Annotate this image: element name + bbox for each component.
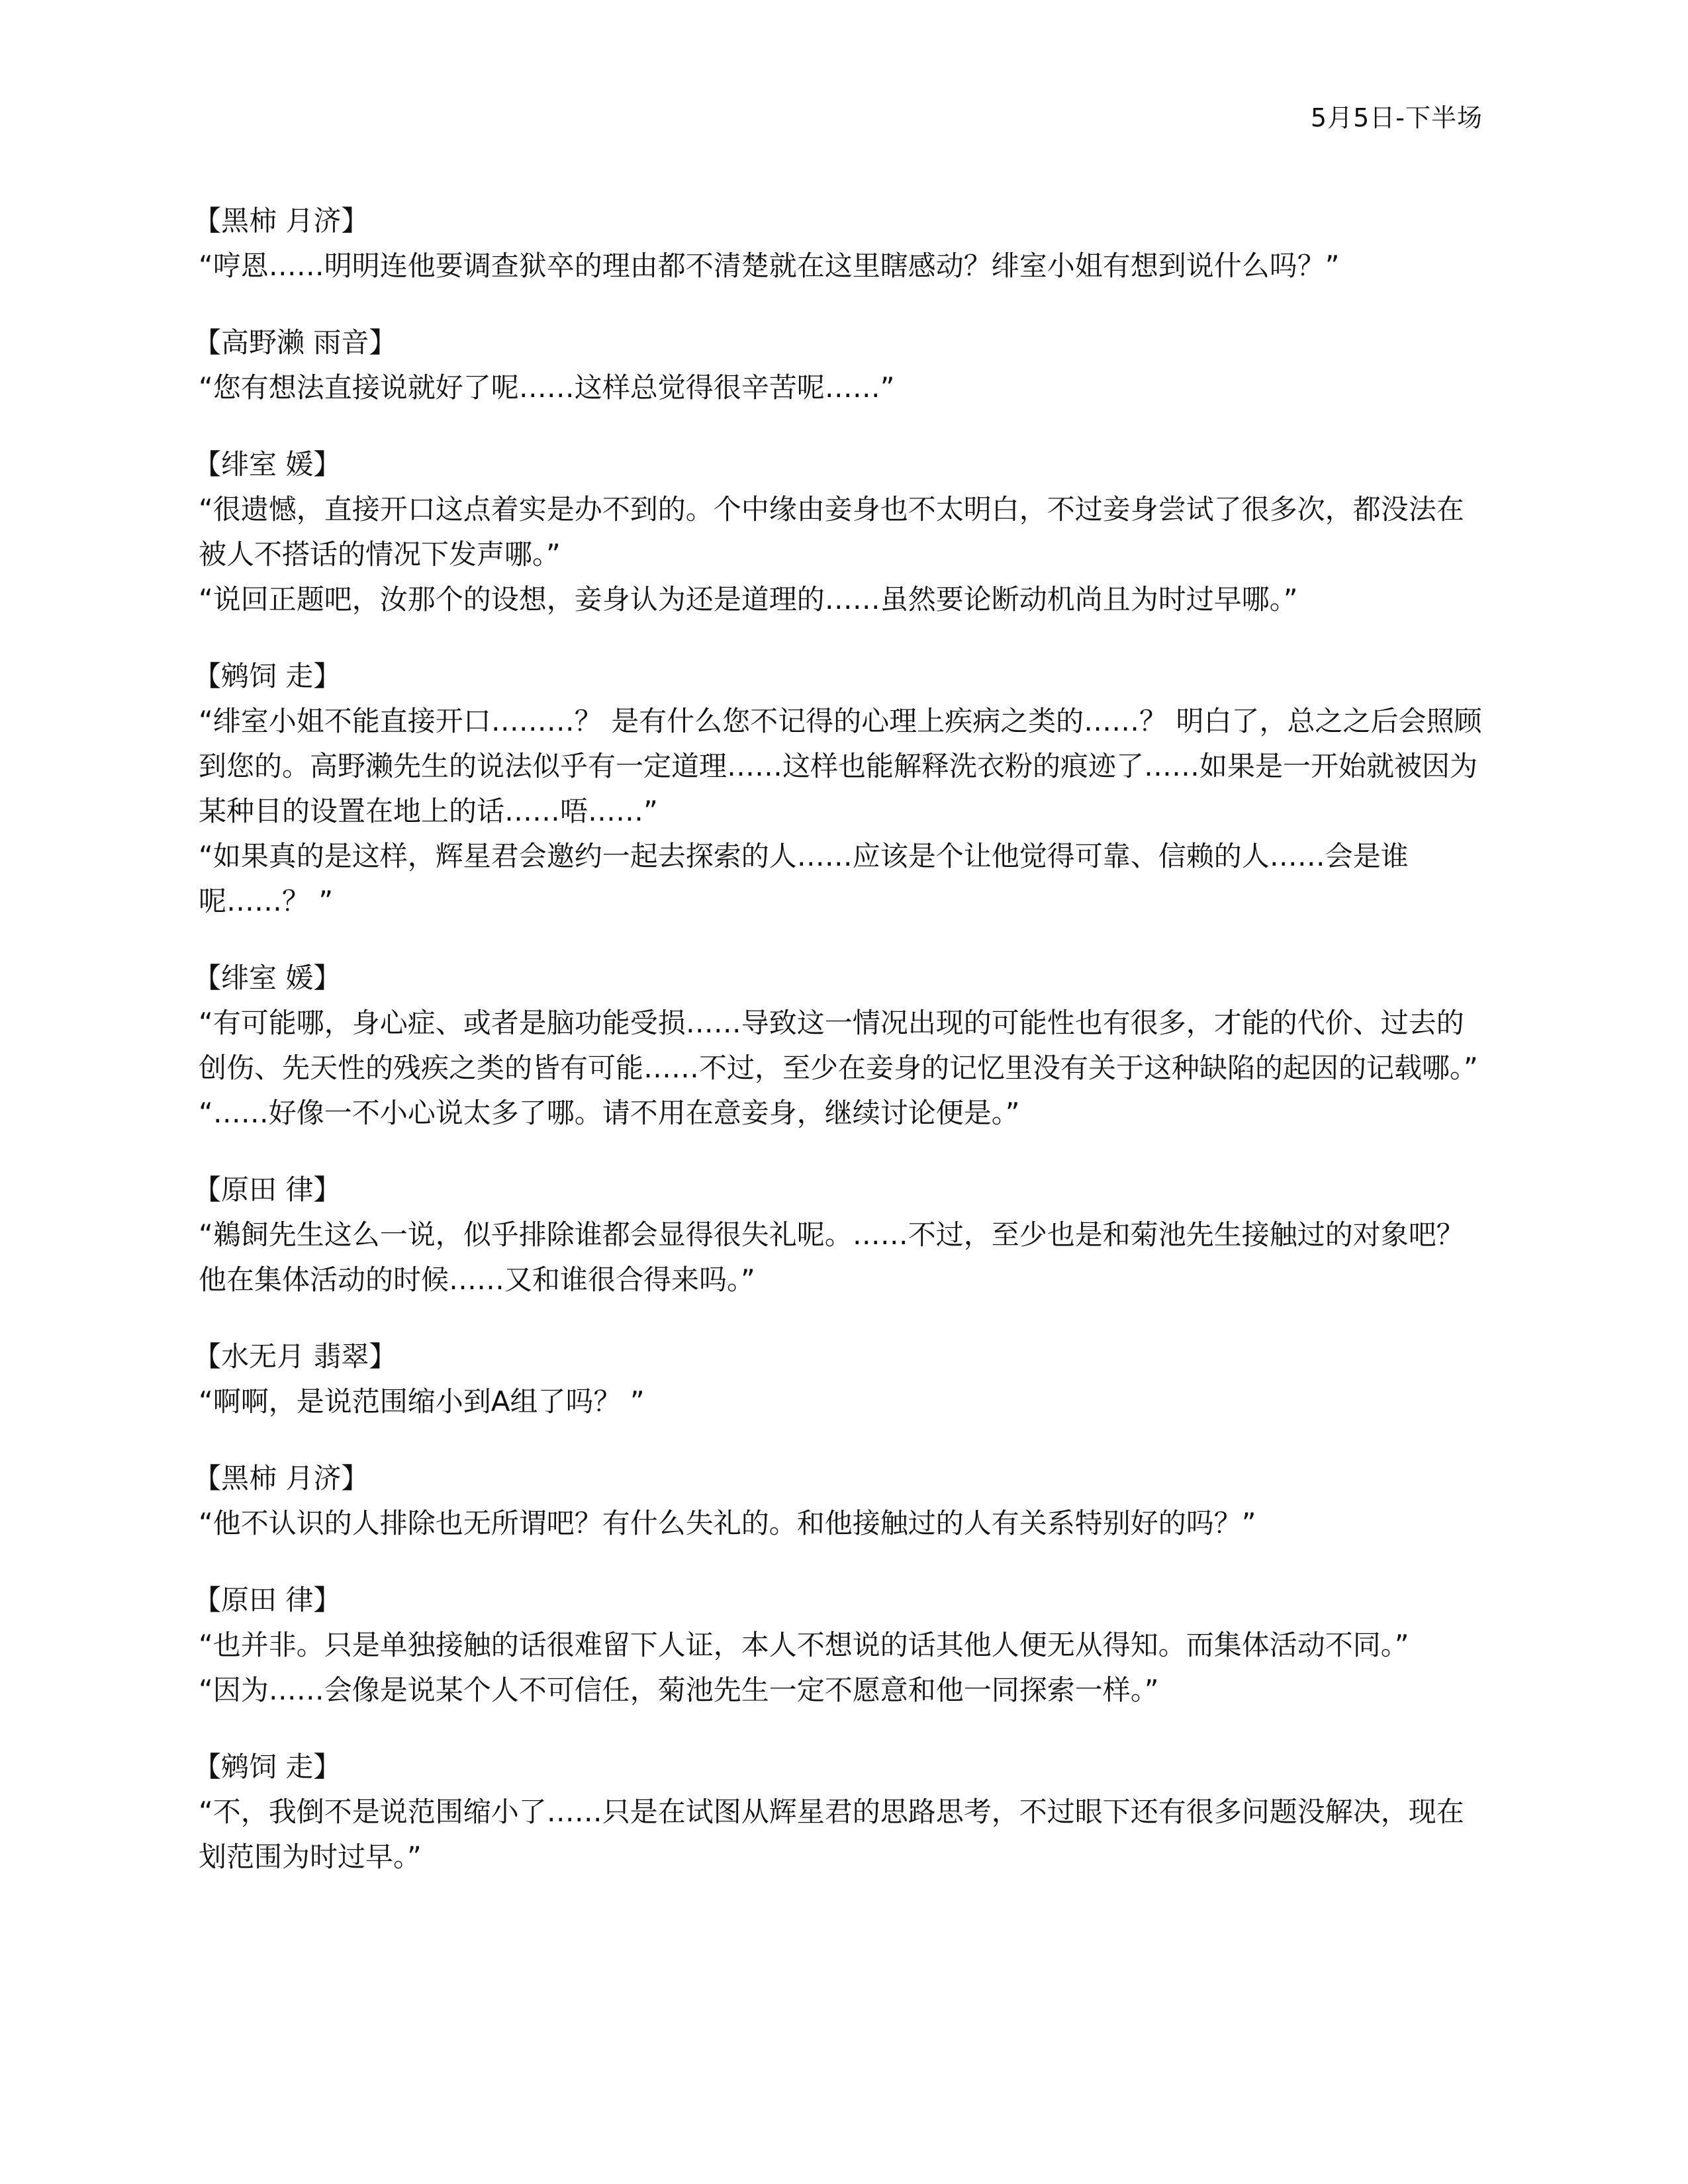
dialogue-line: “很遗憾，直接开口这点着实是办不到的。个中缘由妾身也不太明白，不过妾身尝试了很多次，都没法在被人不搭话的情况下发声哪。” xyxy=(199,493,1464,570)
speaker-name: 【鹓饲 走】 xyxy=(193,1751,342,1783)
dialogue-entry xyxy=(193,199,1483,289)
dialogue-entry xyxy=(193,1745,1483,1880)
dialogue-entry xyxy=(193,442,1483,622)
dialogue-line: “他不认识的人排除也无所谓吧？有什么失礼的。和他接触过的人有关系特别好的吗？” xyxy=(199,1507,1256,1539)
dialogue-line: “因为……会像是说某个人不可信任，菊池先生一定不愿意和他一同探索一样。” xyxy=(199,1674,1159,1706)
dialogue-entry xyxy=(193,1578,1483,1713)
speaker-name: 【黑柿 月济】 xyxy=(193,205,369,237)
speaker-name: 【鹓饲 走】 xyxy=(193,660,342,692)
dialogue-entry xyxy=(193,320,1483,410)
speaker-name: 【原田 律】 xyxy=(193,1584,342,1616)
dialogue-line: “绯室小姐不能直接开口………？ 是有什么您不记得的心理上疾病之类的……？ 明白了，总之之后会照顾到您的。高野濑先生的说法似乎有一定道理……这样也能解释洗衣粉的痕迹了……如果是一开始就被因为某种目的设置在地上的话……唔……” xyxy=(199,705,1482,827)
session-label: 5月5日-下半场 xyxy=(1310,103,1483,132)
dialogue-line: “有可能哪，身心症、或者是脑功能受损……导致这一情况出现的可能性也有很多，才能的代价、过去的创伤、先天性的残疾之类的皆有可能……不过，至少在妾身的记忆里没有关于这种缺陷的起因的记载哪。” xyxy=(199,1007,1478,1084)
dialogue-entry xyxy=(193,1167,1483,1302)
dialogue-line: “哼恩……明明连他要调查狱卒的理由都不清楚就在这里瞎感动？绯室小姐有想到说什么吗？” xyxy=(199,250,1340,282)
speaker-name: 【绯室 媛】 xyxy=(193,962,342,994)
dialogue-line: “如果真的是这样，辉星君会邀约一起去探索的人……应该是个让他觉得可靠、信赖的人……会是谁呢……？ ” xyxy=(199,840,1409,917)
dialogue-entry xyxy=(193,956,1483,1136)
dialogue-line: “鵜飼先生这么一说，似乎排除谁都会显得很失礼呢。……不过，至少也是和菊池先生接触过的对象吧？他在集体活动的时候……又和谁很合得来吗。” xyxy=(199,1218,1464,1296)
dialogue-entry xyxy=(193,1456,1483,1546)
speaker-name: 【水无月 翡翠】 xyxy=(193,1340,397,1373)
speaker-name: 【原田 律】 xyxy=(193,1173,342,1206)
dialogue-entry xyxy=(193,1334,1483,1424)
dialogue-line: “您有想法直接说就好了呢……这样总觉得很辛苦呢……” xyxy=(199,371,895,404)
dialogue-line: “说回正题吧，汝那个的设想，妾身认为还是道理的……虽然要论断动机尚且为时过早哪。” xyxy=(199,583,1298,615)
dialogue-line: “不，我倒不是说范围缩小了……只是在试图从辉星君的思路思考，不过眼下还有很多问题没解决，现在划范围为时过早。” xyxy=(199,1796,1464,1873)
dialogue-transcript xyxy=(193,199,1483,1911)
speaker-name: 【黑柿 月济】 xyxy=(193,1462,369,1494)
dialogue-line: “……好像一不小心说太多了哪。请不用在意妾身，继续讨论便是。” xyxy=(199,1097,1020,1129)
speaker-name: 【绯室 媛】 xyxy=(193,448,342,480)
dialogue-entry xyxy=(193,654,1483,924)
dialogue-line: “也并非。只是单独接触的话很难留下人证，本人不想说的话其他人便无从得知。而集体活动不同。” xyxy=(199,1629,1409,1661)
dialogue-line: “啊啊，是说范围缩小到A组了吗？ ” xyxy=(199,1385,645,1418)
speaker-name: 【高野濑 雨音】 xyxy=(193,326,397,359)
